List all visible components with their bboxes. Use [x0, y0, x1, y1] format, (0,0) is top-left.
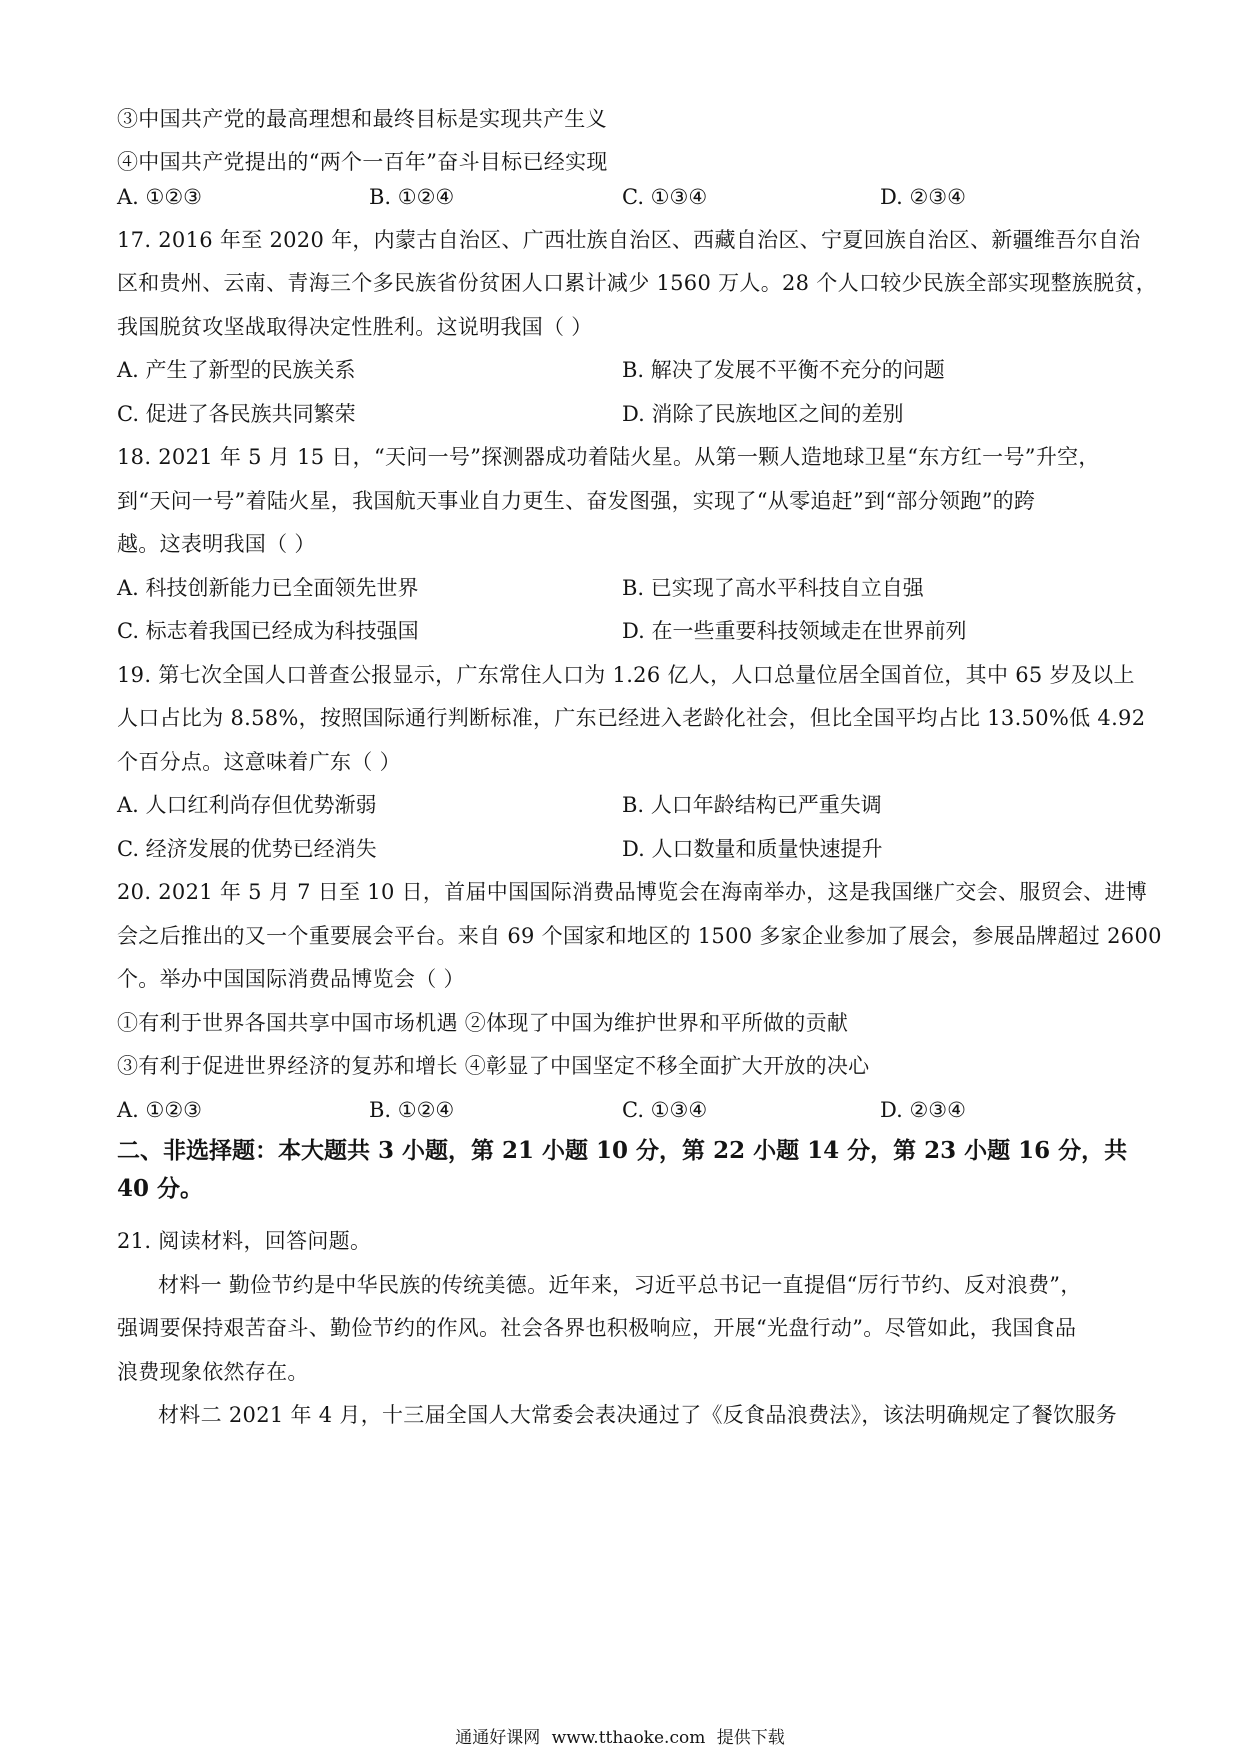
q20-option-a: A. ①②③: [117, 1098, 202, 1122]
q17-option-b: B. 解决了发展不平衡不充分的问题: [622, 358, 945, 382]
q18-option-c: C. 标志着我国已经成为科技强国: [117, 619, 419, 643]
section-heading-line-2: 40 分。: [117, 1175, 204, 1202]
q20-option-d: D. ②③④: [880, 1098, 966, 1122]
footer-url[interactable]: www.tthaoke.com: [551, 1728, 706, 1748]
q17-option-d: D. 消除了民族地区之间的差别: [622, 402, 904, 426]
q16-item-4: ④中国共产党提出的“两个一百年”奋斗目标已经实现: [117, 150, 608, 174]
q20-stem-line-1: 20. 2021 年 5 月 7 日至 10 日，首届中国国际消费品博览会在海南举办，这是我国继广交会、服贸会、进博: [117, 880, 1148, 904]
q18-stem-line-2: 到“天问一号”着陆火星，我国航天事业自力更生、奋发图强，实现了“从零追赶”到“部分领跑”的跨: [117, 489, 1036, 513]
q17-option-c: C. 促进了各民族共同繁荣: [117, 402, 356, 426]
q17-option-a: A. 产生了新型的民族关系: [117, 358, 356, 382]
q19-option-c: C. 经济发展的优势已经消失: [117, 837, 377, 861]
footer-site-name: 通通好课网: [455, 1728, 541, 1748]
q18-option-d: D. 在一些重要科技领域走在世界前列: [622, 619, 967, 643]
q18-stem-line-1: 18. 2021 年 5 月 15 日，“天问一号”探测器成功着陆火星。从第一颗人造地球卫星“东方红一号”升空，: [117, 445, 1100, 469]
q17-stem-line-1: 17. 2016 年至 2020 年，内蒙古自治区、广西壮族自治区、西藏自治区、宁夏回族自治区、新疆维吾尔自治: [117, 228, 1141, 252]
q16-option-d: D. ②③④: [880, 185, 966, 209]
q20-items-line-1: ①有利于世界各国共享中国市场机遇 ②体现了中国为维护世界和平所做的贡献: [117, 1011, 849, 1035]
q16-option-c: C. ①③④: [622, 185, 708, 209]
q20-option-b: B. ①②④: [369, 1098, 455, 1122]
q20-stem-line-2: 会之后推出的又一个重要展会平台。来自 69 个国家和地区的 1500 多家企业参加了展会，参展品牌超过 2600: [117, 924, 1162, 948]
q16-option-b: B. ①②④: [369, 185, 455, 209]
q20-items-line-2: ③有利于促进世界经济的复苏和增长 ④彰显了中国坚定不移全面扩大开放的决心: [117, 1054, 870, 1078]
q18-option-b: B. 已实现了高水平科技自立自强: [622, 576, 924, 600]
q19-stem-line-2: 人口占比为 8.58%，按照国际通行判断标准，广东已经进入老龄化社会，但比全国平均占比 13.50%低 4.92: [117, 706, 1146, 730]
q16-item-3: ③中国共产党的最高理想和最终目标是实现共产生义: [117, 107, 607, 131]
q19-option-a: A. 人口红利尚存但优势渐弱: [117, 793, 377, 817]
q21-material2-line-1: 材料二 2021 年 4 月，十三届全国人大常委会表决通过了《反食品浪费法》，该法明确规定了餐饮服务: [158, 1403, 1118, 1427]
page-footer: [0, 1727, 1240, 1749]
q19-stem-line-1: 19. 第七次全国人口普查公报显示，广东常住人口为 1.26 亿人，人口总量位居全国首位，其中 65 岁及以上: [117, 663, 1135, 687]
q18-stem-line-3: 越。这表明我国（ ）: [117, 532, 316, 556]
q20-stem-line-3: 个。举办中国国际消费品博览会（ ）: [117, 967, 465, 991]
footer-suffix: 提供下载: [716, 1728, 785, 1748]
q21-material1-line-2: 强调要保持艰苦奋斗、勤俭节约的作风。社会各界也积极响应，开展“光盘行动”。尽管如此，我国食品: [117, 1316, 1077, 1340]
q21-material1-line-1: 材料一 勤俭节约是中华民族的传统美德。近年来，习近平总书记一直提倡“厉行节约、反对浪费”，: [158, 1273, 1082, 1297]
q18-option-a: A. 科技创新能力已全面领先世界: [117, 576, 419, 600]
q17-stem-line-2: 区和贵州、云南、青海三个多民族省份贫困人口累计减少 1560 万人。28 个人口较少民族全部实现整族脱贫，: [117, 271, 1158, 295]
q21-material1-line-3: 浪费现象依然存在。: [117, 1360, 309, 1384]
q16-option-a: A. ①②③: [117, 185, 202, 209]
q19-option-d: D. 人口数量和质量快速提升: [622, 837, 883, 861]
q17-stem-line-3: 我国脱贫攻坚战取得决定性胜利。这说明我国（ ）: [117, 315, 593, 339]
q19-option-b: B. 人口年龄结构已严重失调: [622, 793, 882, 817]
q21-stem: 21. 阅读材料，回答问题。: [117, 1229, 372, 1253]
q20-option-c: C. ①③④: [622, 1098, 708, 1122]
section-heading-line-1: 二、非选择题：本大题共 3 小题，第 21 小题 10 分，第 22 小题 14 分，第 23 小题 16 分，共: [117, 1137, 1128, 1164]
q19-stem-line-3: 个百分点。这意味着广东（ ）: [117, 750, 401, 774]
